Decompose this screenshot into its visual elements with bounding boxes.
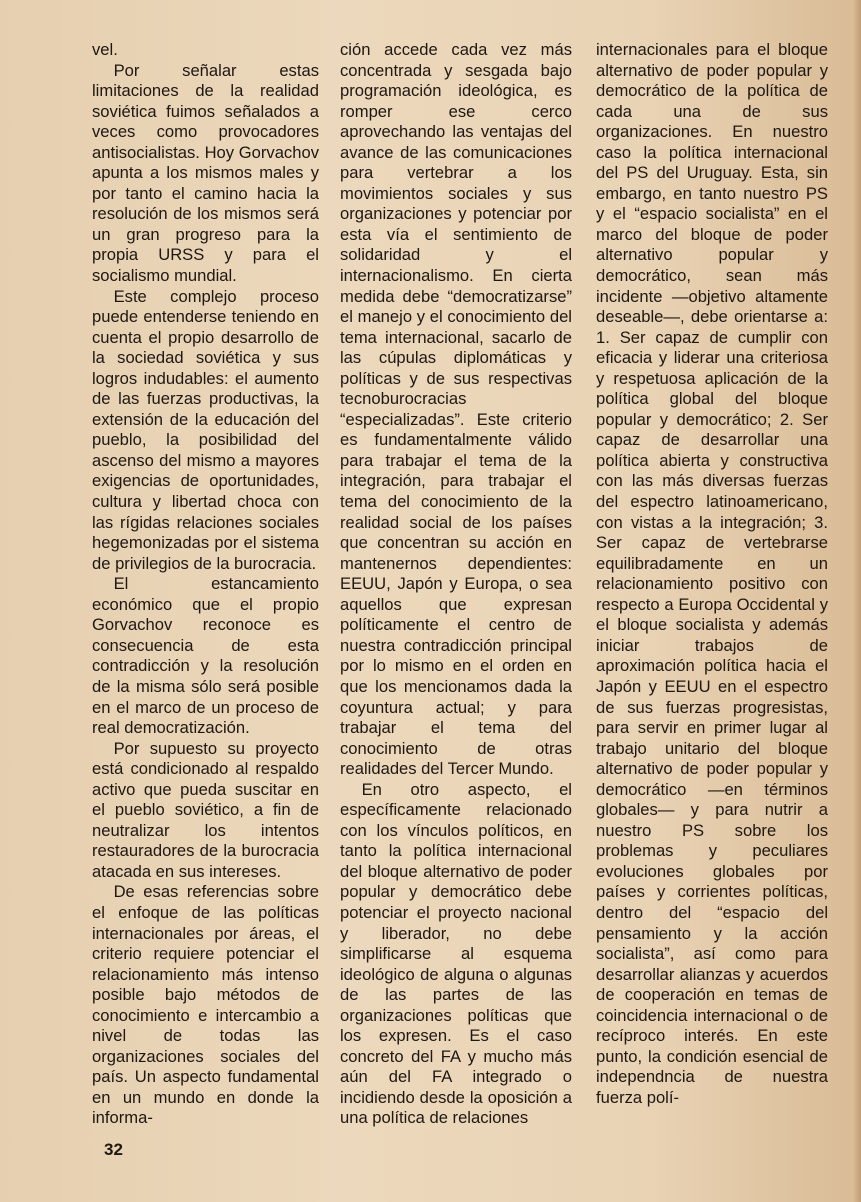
page-number: 32 xyxy=(104,1140,123,1159)
text-column-left xyxy=(92,40,319,1129)
paragraph: internacionales para el bloque alternativo de poder popular y democrático de la política de cada una de sus organizaciones. En nuestro caso la política internacional del PS del Uruguay. Esta, sin embargo, en tanto nuestro PS y el “espacio socialista” en el marco del bloque de poder alternativo popular y democrático, sean más incidente —objetivo altamente deseable—, debe orientarse a: 1. Ser capaz de cumplir con eficacia y liderar una criteriosa y respetuosa aplicación de la política global del bloque popular y democrático; 2. Ser capaz de desarrollar una política abierta y constructiva con las más diversas fuerzas del espectro latinoamericano, con vistas a la integración; 3. Ser capaz de vertebrarse equilibradamente en un relacionamiento positivo con respecto a Europa Occidental y el bloque socialista y además iniciar trabajos de aproximación política hacia el Japón y EEUU en el espectro de sus fuerzas progresistas, para servir en primer lugar al trabajo unitario del bloque alternativo de poder popular y democrático —en términos globales— y para nutrir a nuestro PS sobre los problemas y peculiares evoluciones globales por países y corrientes políticas, dentro del “espacio del pensamiento y la acción socialista”, así como para desarrollar alianzas y acuerdos de cooperación en temas de coincidencia internacional o de recíproco interés. En este punto, la condición esencial de independncia de nuestra fuerza polí- xyxy=(596,40,828,1107)
page-edge-shadow xyxy=(853,0,861,1202)
paragraph: En otro aspecto, el específicamente relacionado con los vínculos políticos, en tanto la política internacional del bloque alternativo de poder popular y democrático debe potenciar el proyecto nacional y liberador, no debe simplificarse al esquema ideológico de alguna o algunas de las partes de las organizaciones políticas que los expresen. Es el caso concreto del FA y mucho más aún del FA integrado o incidiendo desde la oposición a una política de relaciones xyxy=(340,779,572,1128)
text-column-middle xyxy=(340,40,572,1129)
paragraph: Por supuesto su proyecto está condicionado al respaldo activo que pueda suscitar en el pueblo soviético, a fin de neutralizar los intentos restauradores de la burocracia atacada en sus intereses. xyxy=(92,738,319,881)
paragraph: El estancamiento económico que el propio Gorvachov reconoce es consecuencia de esta contradicción y la resolución de la misma sólo será posible en el marco de un proceso de real democratización. xyxy=(92,574,319,738)
paragraph: Este complejo proceso puede entenderse teniendo en cuenta el propio desarrollo de la sociedad soviética y sus logros indudables: el aumento de las fuerzas productivas, la extensión de la educación del pueblo, la posibilidad del ascenso del mismo a mayores exigencias de oportunidades, cultura y libertad choca con las rígidas relaciones sociales hegemonizadas por el sistema de privilegios de la burocracia. xyxy=(92,286,319,573)
text-column-right xyxy=(596,40,828,1108)
paragraph: Por señalar estas limitaciones de la realidad soviética fuimos señalados a veces como provocadores antisocialistas. Hoy Gorvachov apunta a los mismos males y por tanto el camino hacia la resolución de los mismos será un gran progreso para la propia URSS y para el socialismo mundial. xyxy=(92,60,319,286)
paragraph: vel. xyxy=(92,40,118,59)
paragraph: De esas referencias sobre el enfoque de las políticas internacionales por áreas, el criterio requiere potenciar el relacionamiento más intenso posible bajo métodos de conocimiento e intercambio a nivel de todas las organizaciones sociales del país. Un aspecto fundamental en un mundo en donde la informa- xyxy=(92,882,319,1128)
paragraph: ción accede cada vez más concentrada y sesgada bajo programación ideológica, es romper ese cerco aprovechando las ventajas del avance de las comunicaciones para vertebrar a los movimientos sociales y sus organizaciones y potenciar por esta vía el sentimiento de solidaridad y el internacionalismo. En cierta medida debe “democratizarse” el manejo y el conocimiento del tema internacional, sacarlo de las cúpulas diplomáticas y políticas y de sus respectivas tecnoburocracias “especializadas”. Este criterio es fundamentalmente válido para trabajar el tema de la integración, para trabajar el tema del conocimiento de la realidad social de los países que concentran su acción en mantenernos dependientes: EEUU, Japón y Europa, o sea aquellos que expresan políticamente el centro de nuestra contradicción principal por lo mismo en el orden en que los mencionamos dada la coyuntura actual; y para trabajar el tema del conocimiento de otras realidades del Tercer Mundo. xyxy=(340,40,572,779)
